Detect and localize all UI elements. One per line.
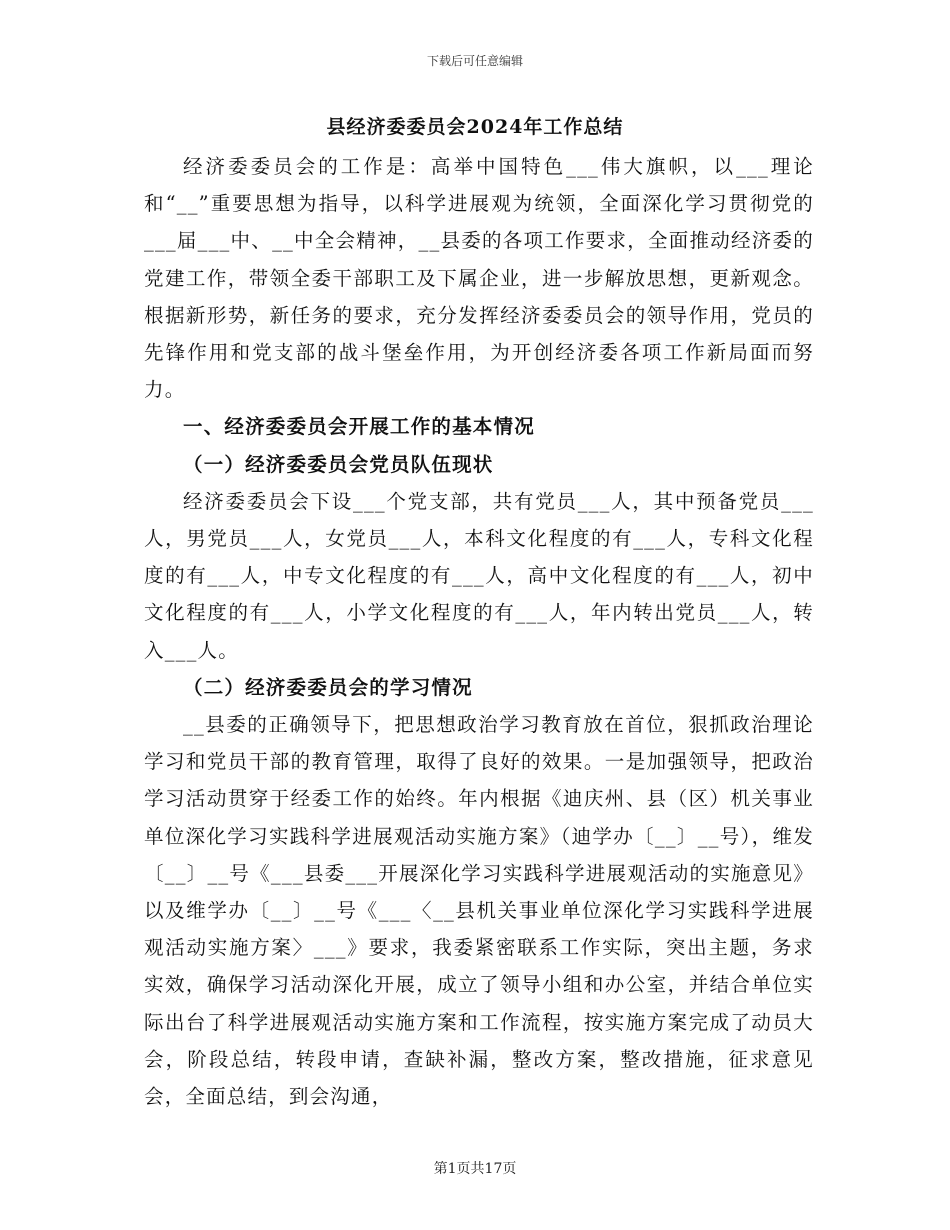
party-members-paragraph: 经济委委员会下设___个党支部，共有党员___人，其中预备党员___人，男党员___人，女党员___人，本科文化程度的有___人，专科文化程度的有___人，中专文化程度的有___人，高中文化程度的有___人，初中文化程度的有___人，小学文化程度的有___人，年内转出党员___人，转入___人。 bbox=[144, 489, 814, 662]
subsection-heading-2: （二）经济委委员会的学习情况 bbox=[183, 675, 473, 699]
intro-paragraph: 经济委委员会的工作是：高举中国特色___伟大旗帜，以___理论和“__”重要思想为指导，以科学进展观为统领，全面深化学习贯彻党的___届___中、__中全会精神，__县委的各项工作要求，全面推动经济委的党建工作，带领全委干部职工及下属企业，进一步解放思想，更新观念。根据新形势，新任务的要求，充分发挥经济委委员会的领导作用，党员的先锋作用和党支部的战斗堡垒作用，为开创经济委各项工作新局面而努力。 bbox=[144, 155, 814, 402]
document-body bbox=[144, 148, 814, 1115]
page-footer: 第1页共17页 bbox=[433, 1161, 517, 1177]
document-title: 县经济委委员会2024年工作总结 bbox=[326, 116, 624, 138]
section-heading-1: 一、经济委委员会开展工作的基本情况 bbox=[183, 415, 535, 439]
subsection-heading-1: （一）经济委委员会党员队伍现状 bbox=[183, 452, 494, 476]
study-paragraph: __县委的正确领导下，把思想政治学习教育放在首位，狠抓政治理论学习和党员干部的教育管理，取得了良好的效果。一是加强领导，把政治学习活动贯穿于经委工作的始终。年内根据《迪庆州、县（区）机关事业单位深化学习实践科学进展观活动实施方案》（迪学办〔__〕__号），维发〔__〕__号《___县委___开展深化学习实践科学进展观活动的实施意见》以及维学办〔__〕__号《___〈__县机关事业单位深化学习实践科学进展观活动实施方案〉___》要求，我委紧密联系工作实际，突出主题，务求实效，确保学习活动深化开展，成立了领导小组和办公室，并结合单位实际出台了科学进展观活动实施方案和工作流程，按实施方案完成了动员大会，阶段总结，转段申请，查缺补漏，整改方案，整改措施，征求意见会，全面总结，到会沟通， bbox=[144, 713, 814, 1109]
header-note: 下载后可任意编辑 bbox=[426, 54, 523, 68]
